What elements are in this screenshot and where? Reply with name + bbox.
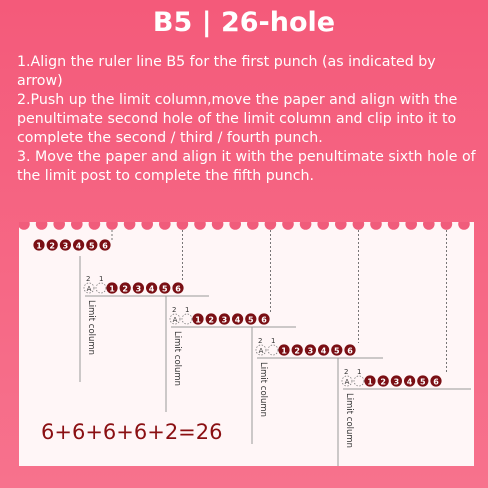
limit-marker-a: A [258,347,264,355]
limit-group-1-badge-number: 6 [175,284,181,294]
limit-group-1-badge-number: 3 [135,284,142,294]
punch-hole [265,222,277,230]
step-3: 3. Move the paper and align it with the penultimate sixth hole of the limit post to complete the fifth punch. [17,149,476,184]
limit-group-4-badge-number: 1 [367,377,373,387]
punch-hole [106,222,118,230]
punch-hole [282,222,294,230]
limit-group-1-badge-number: 4 [148,284,155,294]
first-punch-badge-number: 3 [62,241,69,251]
limit-marker-circle [268,345,278,355]
instruction-steps [17,53,477,186]
limit-label-1: 1 [99,275,104,283]
limit-label-2: 2 [172,306,177,314]
punch-hole [441,222,453,230]
hole-count-formula: 6+6+6+6+2=26 [41,420,223,444]
page-title: B5 | 26-hole [152,7,336,38]
punch-hole [370,222,382,230]
punch-hole [71,222,83,230]
punch-hole [141,222,153,230]
limit-group-4-badge-number: 4 [406,377,413,387]
punch-hole [159,222,171,230]
first-punch-badge-number: 6 [102,241,108,251]
limit-group-3-badge-number: 6 [347,346,353,356]
limit-group-1-badge-number: 1 [109,284,115,294]
punch-hole [247,222,259,230]
limit-column-label: Limit column [172,331,182,387]
first-punch-badge-number: 5 [89,241,95,251]
limit-group-4-badge-number: 3 [393,377,400,387]
limit-group-3-badge-number: 1 [281,346,287,356]
limit-group-2-badge-number: 1 [195,315,201,325]
limit-group-2-badge-number: 3 [221,315,228,325]
punch-hole [53,222,65,230]
step-2: 2.Push up the limit column,move the paper and align with the penultimate second hole of the limit column and clip into it to complete the second / third / fourth punch. [17,92,458,146]
punch-hole [405,222,417,230]
limit-label-2: 2 [258,337,263,345]
limit-column-label: Limit column [258,362,268,418]
punch-hole [458,222,470,230]
punch-hole [317,222,329,230]
limit-group-3-badge-number: 5 [334,346,340,356]
limit-group-1-badge-number: 5 [162,284,168,294]
limit-group-3-badge-number: 3 [307,346,314,356]
limit-group-1-badge-number: 2 [122,284,128,294]
limit-label-2: 2 [86,275,91,283]
limit-label-2: 2 [344,368,349,376]
punch-hole [194,222,206,230]
limit-group-2-badge-number: 6 [261,315,267,325]
first-punch-badge-number: 2 [49,241,55,251]
limit-group-2-badge-number: 5 [248,315,254,325]
first-punch-badge-number: 1 [36,241,42,251]
limit-group-2-badge-number: 2 [208,315,214,325]
limit-column-label: Limit column [86,300,96,356]
limit-marker-circle [96,283,106,293]
limit-column-label: Limit column [344,393,354,449]
punch-hole [335,222,347,230]
limit-label-1: 1 [271,337,276,345]
punch-hole [388,222,400,230]
step-1: 1.Align the ruler line B5 for the first punch (as indicated by arrow) [17,54,436,89]
limit-marker-a: A [172,316,178,324]
limit-marker-circle [182,314,192,324]
limit-marker-a: A [86,285,92,293]
punch-hole [353,222,365,230]
punch-hole [124,222,136,230]
limit-group-4-badge-number: 2 [380,377,386,387]
limit-group-2-badge-number: 4 [234,315,241,325]
punch-hole [300,222,312,230]
limit-marker-circle [354,376,364,386]
limit-group-4-badge-number: 5 [420,377,426,387]
limit-marker-a: A [344,378,350,386]
limit-label-1: 1 [357,368,362,376]
punch-hole [177,222,189,230]
punch-hole [36,222,48,230]
punch-hole [423,222,435,230]
limit-label-1: 1 [185,306,190,314]
limit-group-4-badge-number: 6 [433,377,439,387]
limit-group-3-badge-number: 4 [320,346,327,356]
punch-hole [89,222,101,230]
punch-hole [212,222,224,230]
punch-diagram-panel [19,222,474,466]
punch-hole [229,222,241,230]
limit-group-3-badge-number: 2 [294,346,300,356]
first-punch-badge-number: 4 [75,241,82,251]
punch-hole [19,222,30,230]
